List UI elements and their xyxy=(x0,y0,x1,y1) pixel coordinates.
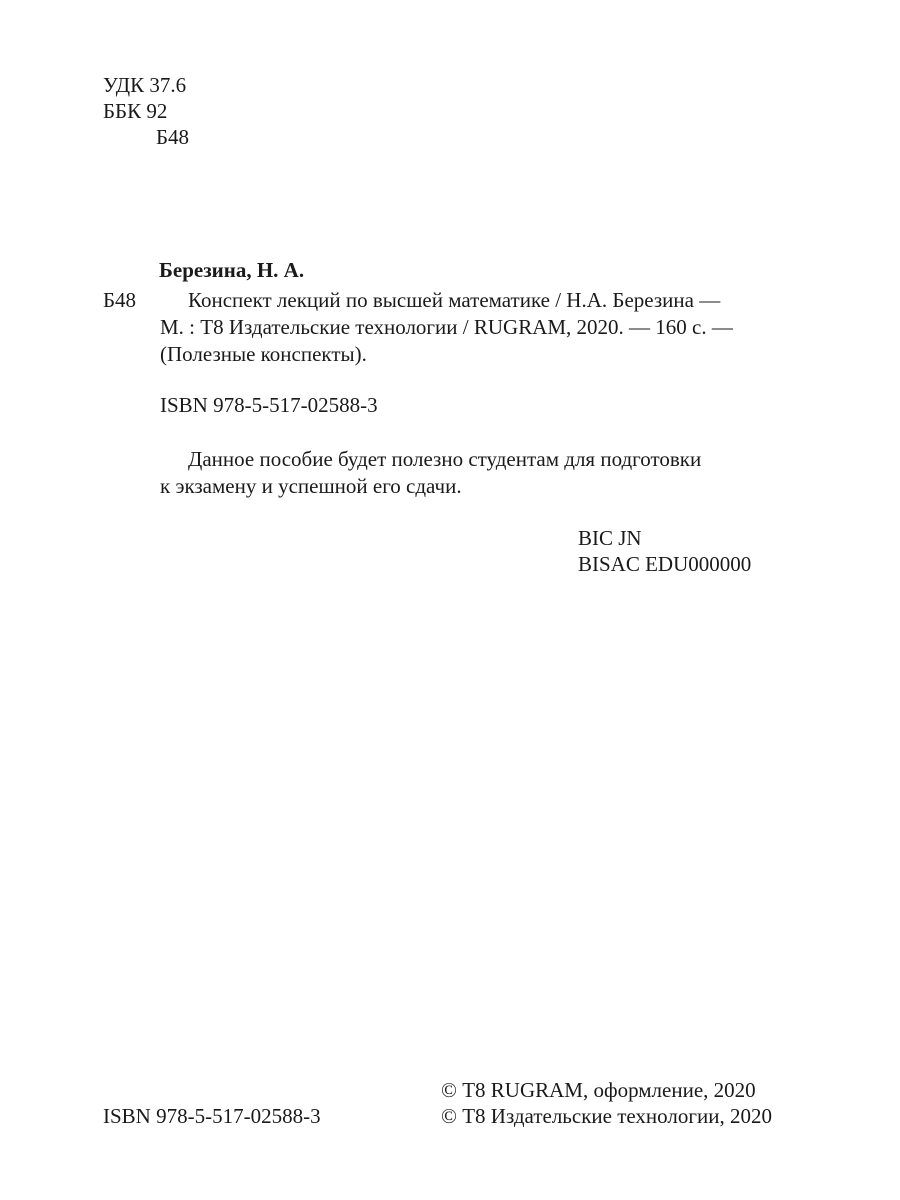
bbk-code: ББК 92 xyxy=(103,99,168,123)
isbn: ISBN 978-5-517-02588-3 xyxy=(160,393,378,417)
abstract-line-1: Данное пособие будет полезно студентам для подготовки xyxy=(188,447,702,471)
udk-code: УДК 37.6 xyxy=(103,73,187,97)
description-line-2: М. : Т8 Издательские технологии / RUGRAM, 2020. — 160 с. — xyxy=(160,315,733,339)
copyright-line-2: © Т8 Издательские технологии, 2020 xyxy=(441,1104,772,1128)
footer-isbn: ISBN 978-5-517-02588-3 xyxy=(103,1104,321,1128)
description-line-3: (Полезные конспекты). xyxy=(160,342,367,366)
author-mark-code: Б48 xyxy=(156,125,190,149)
copyright-line-1: © Т8 RUGRAM, оформление, 2020 xyxy=(441,1078,756,1102)
author-name: Березина, Н. А. xyxy=(159,258,305,282)
bic-code: BIC JN xyxy=(578,526,642,550)
record-author-mark: Б48 xyxy=(103,288,137,312)
bisac-code: BISAC EDU000000 xyxy=(578,552,752,576)
description-line-1: Конспект лекций по высшей математике / Н.А. Березина — xyxy=(188,288,721,312)
abstract-line-2: к экзамену и успешной его сдачи. xyxy=(160,474,462,498)
